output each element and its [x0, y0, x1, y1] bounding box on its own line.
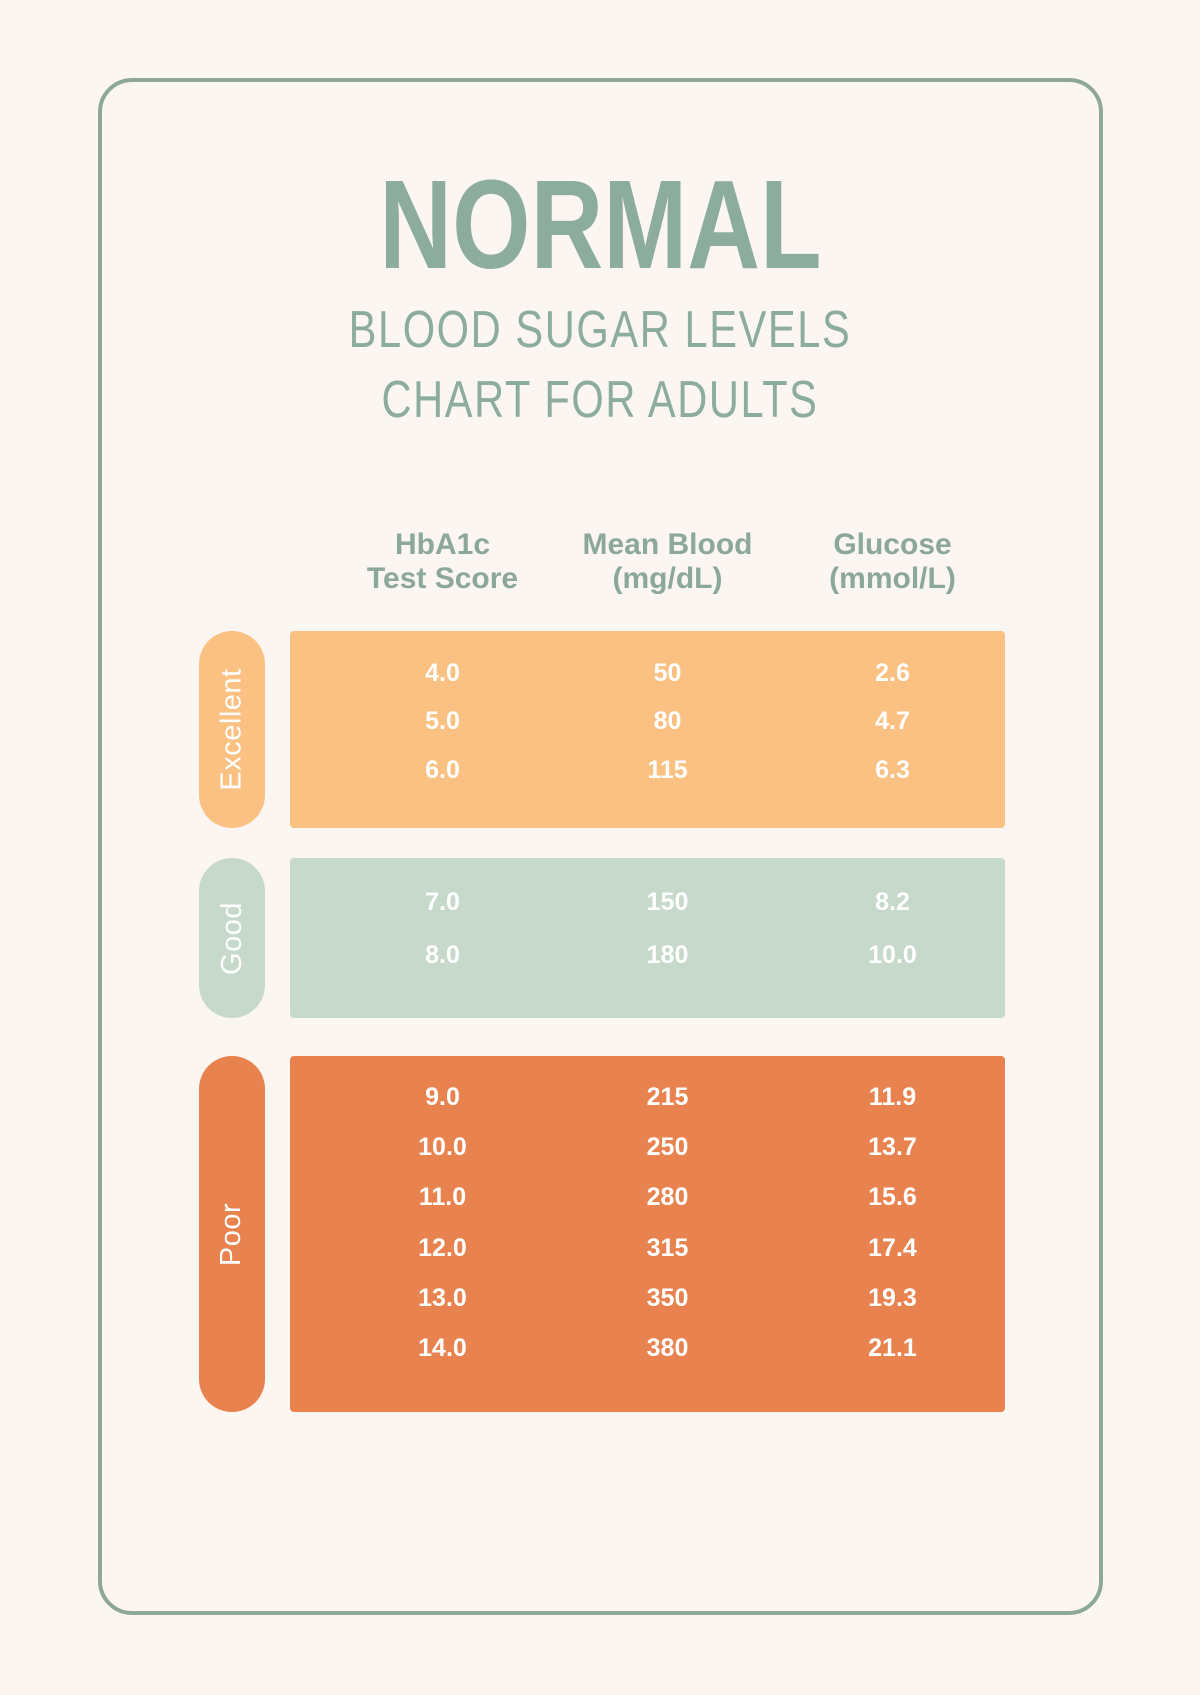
table-cell-value: 280: [646, 1183, 689, 1212]
category-pill-label: Good: [215, 901, 248, 975]
category-pill-poor: [199, 1056, 265, 1412]
table-cell-value: 4.7: [875, 707, 910, 735]
column-header-mean-blood: [555, 528, 780, 596]
page-title: NORMAL: [378, 154, 822, 295]
table-cell-value: 115: [647, 755, 688, 784]
table-cell-value: 9.0: [425, 1083, 460, 1112]
subtitle-line-2: CHART FOR ADULTS: [381, 371, 819, 429]
section-excellent: [290, 631, 1005, 828]
table-cell-value: 8.0: [425, 941, 460, 969]
subtitle-block: [0, 295, 1200, 435]
table-cell-value: 7.0: [425, 888, 460, 916]
category-pill-excellent: [199, 631, 265, 828]
table-cell-value: 19.3: [868, 1283, 917, 1312]
table-row: [290, 709, 1005, 734]
table-cell-value: 6.3: [875, 755, 910, 784]
category-pill-good: [199, 858, 265, 1018]
table-cell-value: 10.0: [868, 941, 917, 969]
table-row: [290, 1085, 1005, 1110]
table-cell-value: 380: [646, 1333, 689, 1362]
table-cell-value: 15.6: [868, 1183, 917, 1212]
table-cell-value: 11.0: [418, 1183, 467, 1212]
table-cell-value: 250: [646, 1133, 689, 1162]
table-cell-value: 215: [646, 1083, 689, 1112]
table-row: [290, 658, 1005, 687]
table-cell-value: 14.0: [418, 1333, 467, 1362]
table-row: [290, 1333, 1005, 1362]
category-pill-label: Poor: [215, 1202, 248, 1266]
table-cell-value: 180: [646, 941, 689, 969]
table-row: [290, 1233, 1005, 1262]
table-row: [290, 1283, 1005, 1312]
column-header-line: (mg/dL): [612, 562, 723, 595]
column-header-glucose: [780, 528, 1005, 596]
table-cell-value: 315: [646, 1233, 689, 1262]
table-row: [290, 755, 1005, 784]
section-poor: [290, 1056, 1005, 1412]
table-cell-value: 13.7: [868, 1133, 917, 1162]
table-cell-value: 2.6: [875, 658, 910, 687]
table-cell-value: 8.2: [875, 888, 910, 916]
column-header-hba1c: [330, 528, 555, 596]
table-cell-value: 21.1: [868, 1333, 917, 1362]
table-cell-value: 80: [653, 707, 682, 735]
table-cell-value: 350: [646, 1283, 689, 1312]
table-cell-value: 12.0: [418, 1233, 467, 1262]
table-cell-value: 6.0: [425, 755, 460, 784]
title-block: [0, 152, 1200, 297]
column-headers: [290, 528, 1005, 596]
table-cell-value: 4.0: [425, 658, 460, 687]
column-header-line: HbA1c: [394, 528, 491, 561]
table-row: [290, 1185, 1005, 1210]
table-row: [290, 943, 1005, 968]
column-header-line: Mean Blood: [582, 528, 753, 561]
table-cell-value: 13.0: [418, 1283, 467, 1312]
section-good: [290, 858, 1005, 1018]
table-row: [290, 890, 1005, 915]
table-cell-value: 5.0: [425, 707, 460, 735]
table-cell-value: 50: [653, 658, 682, 687]
column-header-line: Glucose: [833, 528, 952, 561]
category-pill-label: Excellent: [215, 668, 248, 791]
table-cell-value: 150: [646, 888, 689, 916]
table-cell-value: 10.0: [418, 1133, 467, 1162]
column-header-line: (mmol/L): [829, 562, 956, 595]
subtitle-line-1: BLOOD SUGAR LEVELS: [348, 301, 852, 359]
table-row: [290, 1135, 1005, 1160]
table-cell-value: 11.9: [868, 1083, 917, 1112]
column-header-line: Test Score: [366, 562, 519, 595]
table-cell-value: 17.4: [868, 1233, 917, 1262]
